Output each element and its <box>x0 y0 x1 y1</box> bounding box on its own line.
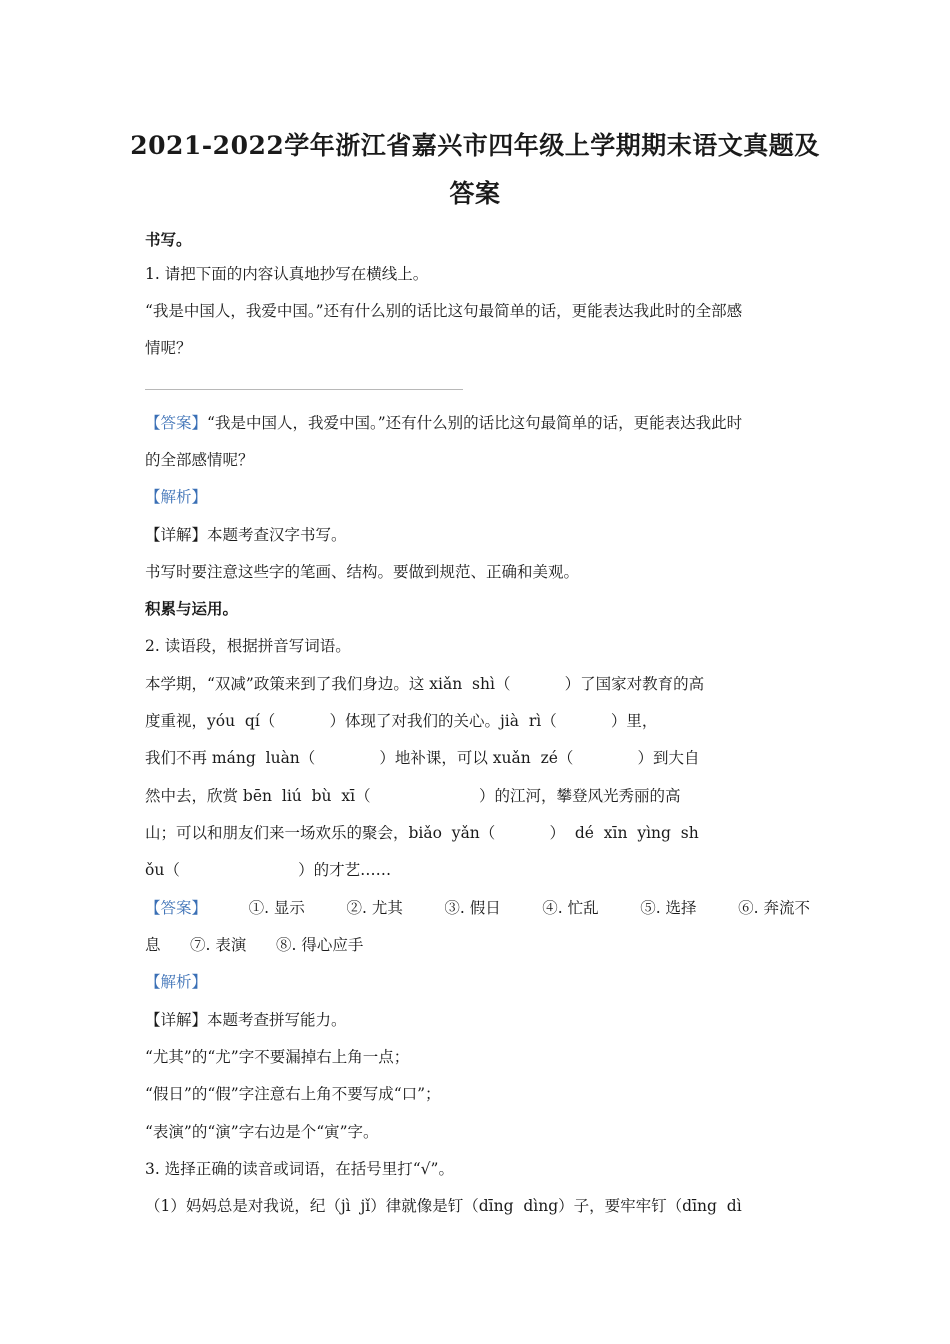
q1-answer-text: “我是中国人，我爱中国。”还有什么别的话比这句最简单的话，更能表达我此时 <box>207 414 743 432</box>
answer-tag: 【答案】 <box>145 414 208 432</box>
q1-text-line1: “我是中国人，我爱中国。”还有什么别的话比这句最简单的话，更能表达我此时的全部感 <box>145 302 743 320</box>
q2-answer-6: ⑥. 奔流不 <box>738 899 810 917</box>
q2-answer-row <box>145 896 810 918</box>
q2-detail-1: “尤其”的“尤”字不要漏掉右上角一点； <box>145 1048 410 1066</box>
detail-tag: 【详解】 <box>145 1011 208 1029</box>
detail-tag: 【详解】 <box>145 526 208 544</box>
q2-paragraph-line5: 山；可以和朋友们来一场欢乐的聚会，biǎo yǎn（ ） dé xīn yìng sh <box>145 824 699 842</box>
q1-detail <box>145 523 805 545</box>
writing-line <box>145 389 463 390</box>
section-heading-writing: 书写。 <box>145 230 192 249</box>
q2-answer-1: ①. 显示 <box>248 899 305 917</box>
q1-text-line2: 情呢？ <box>145 339 192 357</box>
q1-answer-line1 <box>145 411 805 433</box>
q2-analysis-tag: 【解析】 <box>145 973 208 991</box>
q2-detail-3: “表演”的“演”字右边是个“寅”字。 <box>145 1123 379 1141</box>
answer-tag: 【答案】 <box>145 899 208 917</box>
q2-paragraph-line4: 然中去，欣赏 bēn liú bù xī（ ）的江河，攀登风光秀丽的高 <box>145 787 681 805</box>
q1-analysis-tag: 【解析】 <box>145 488 208 506</box>
doc-title-line2: 答案 <box>449 179 501 208</box>
q2-answer-line2: 息 ⑦. 表演 ⑧. 得心应手 <box>145 936 364 954</box>
section-heading-accumulation: 积累与运用。 <box>145 599 239 618</box>
q2-paragraph-line3: 我们不再 máng luàn（ ）地补课，可以 xuǎn zé（ ）到大自 <box>145 749 700 767</box>
q2-detail-text: 本题考查拼写能力。 <box>207 1011 347 1029</box>
q2-detail-2: “假日”的“假”字注意右上角不要写成“口”； <box>145 1085 441 1103</box>
q2-answer-3: ③. 假日 <box>444 899 501 917</box>
q2-answer-2: ②. 尤其 <box>346 899 403 917</box>
q2-detail <box>145 1008 805 1030</box>
q2-prompt: 2. 读语段，根据拼音写词语。 <box>145 637 351 655</box>
q1-answer-line2: 的全部感情呢？ <box>145 451 254 469</box>
q2-paragraph-line1: 本学期，“双减”政策来到了我们身边。这 xiǎn shì（ ）了国家对教育的高 <box>145 675 705 693</box>
q2-paragraph-line2: 度重视，yóu qí（ ）体现了对我们的关心。jià rì（ ）里， <box>145 712 658 730</box>
q3-item-1: （1）妈妈总是对我说，纪（jì jǐ）律就像是钉（dīng dìng）子，要牢牢钉（dīng dì <box>145 1197 742 1215</box>
q1-detail-2: 书写时要注意这些字的笔画、结构。要做到规范、正确和美观。 <box>145 563 580 581</box>
q2-answer-4: ④. 忙乱 <box>542 899 599 917</box>
q1-prompt: 1. 请把下面的内容认真地抄写在横线上。 <box>145 265 429 283</box>
q2-answer-5: ⑤. 选择 <box>640 899 697 917</box>
q2-paragraph-line6: ǒu（ ）的才艺…… <box>145 861 392 879</box>
q3-prompt: 3. 选择正确的读音或词语，在括号里打“√”。 <box>145 1160 454 1178</box>
q1-detail-text: 本题考查汉字书写。 <box>207 526 347 544</box>
doc-title-line1: 2021-2022学年浙江省嘉兴市四年级上学期期末语文真题及 <box>130 131 820 160</box>
